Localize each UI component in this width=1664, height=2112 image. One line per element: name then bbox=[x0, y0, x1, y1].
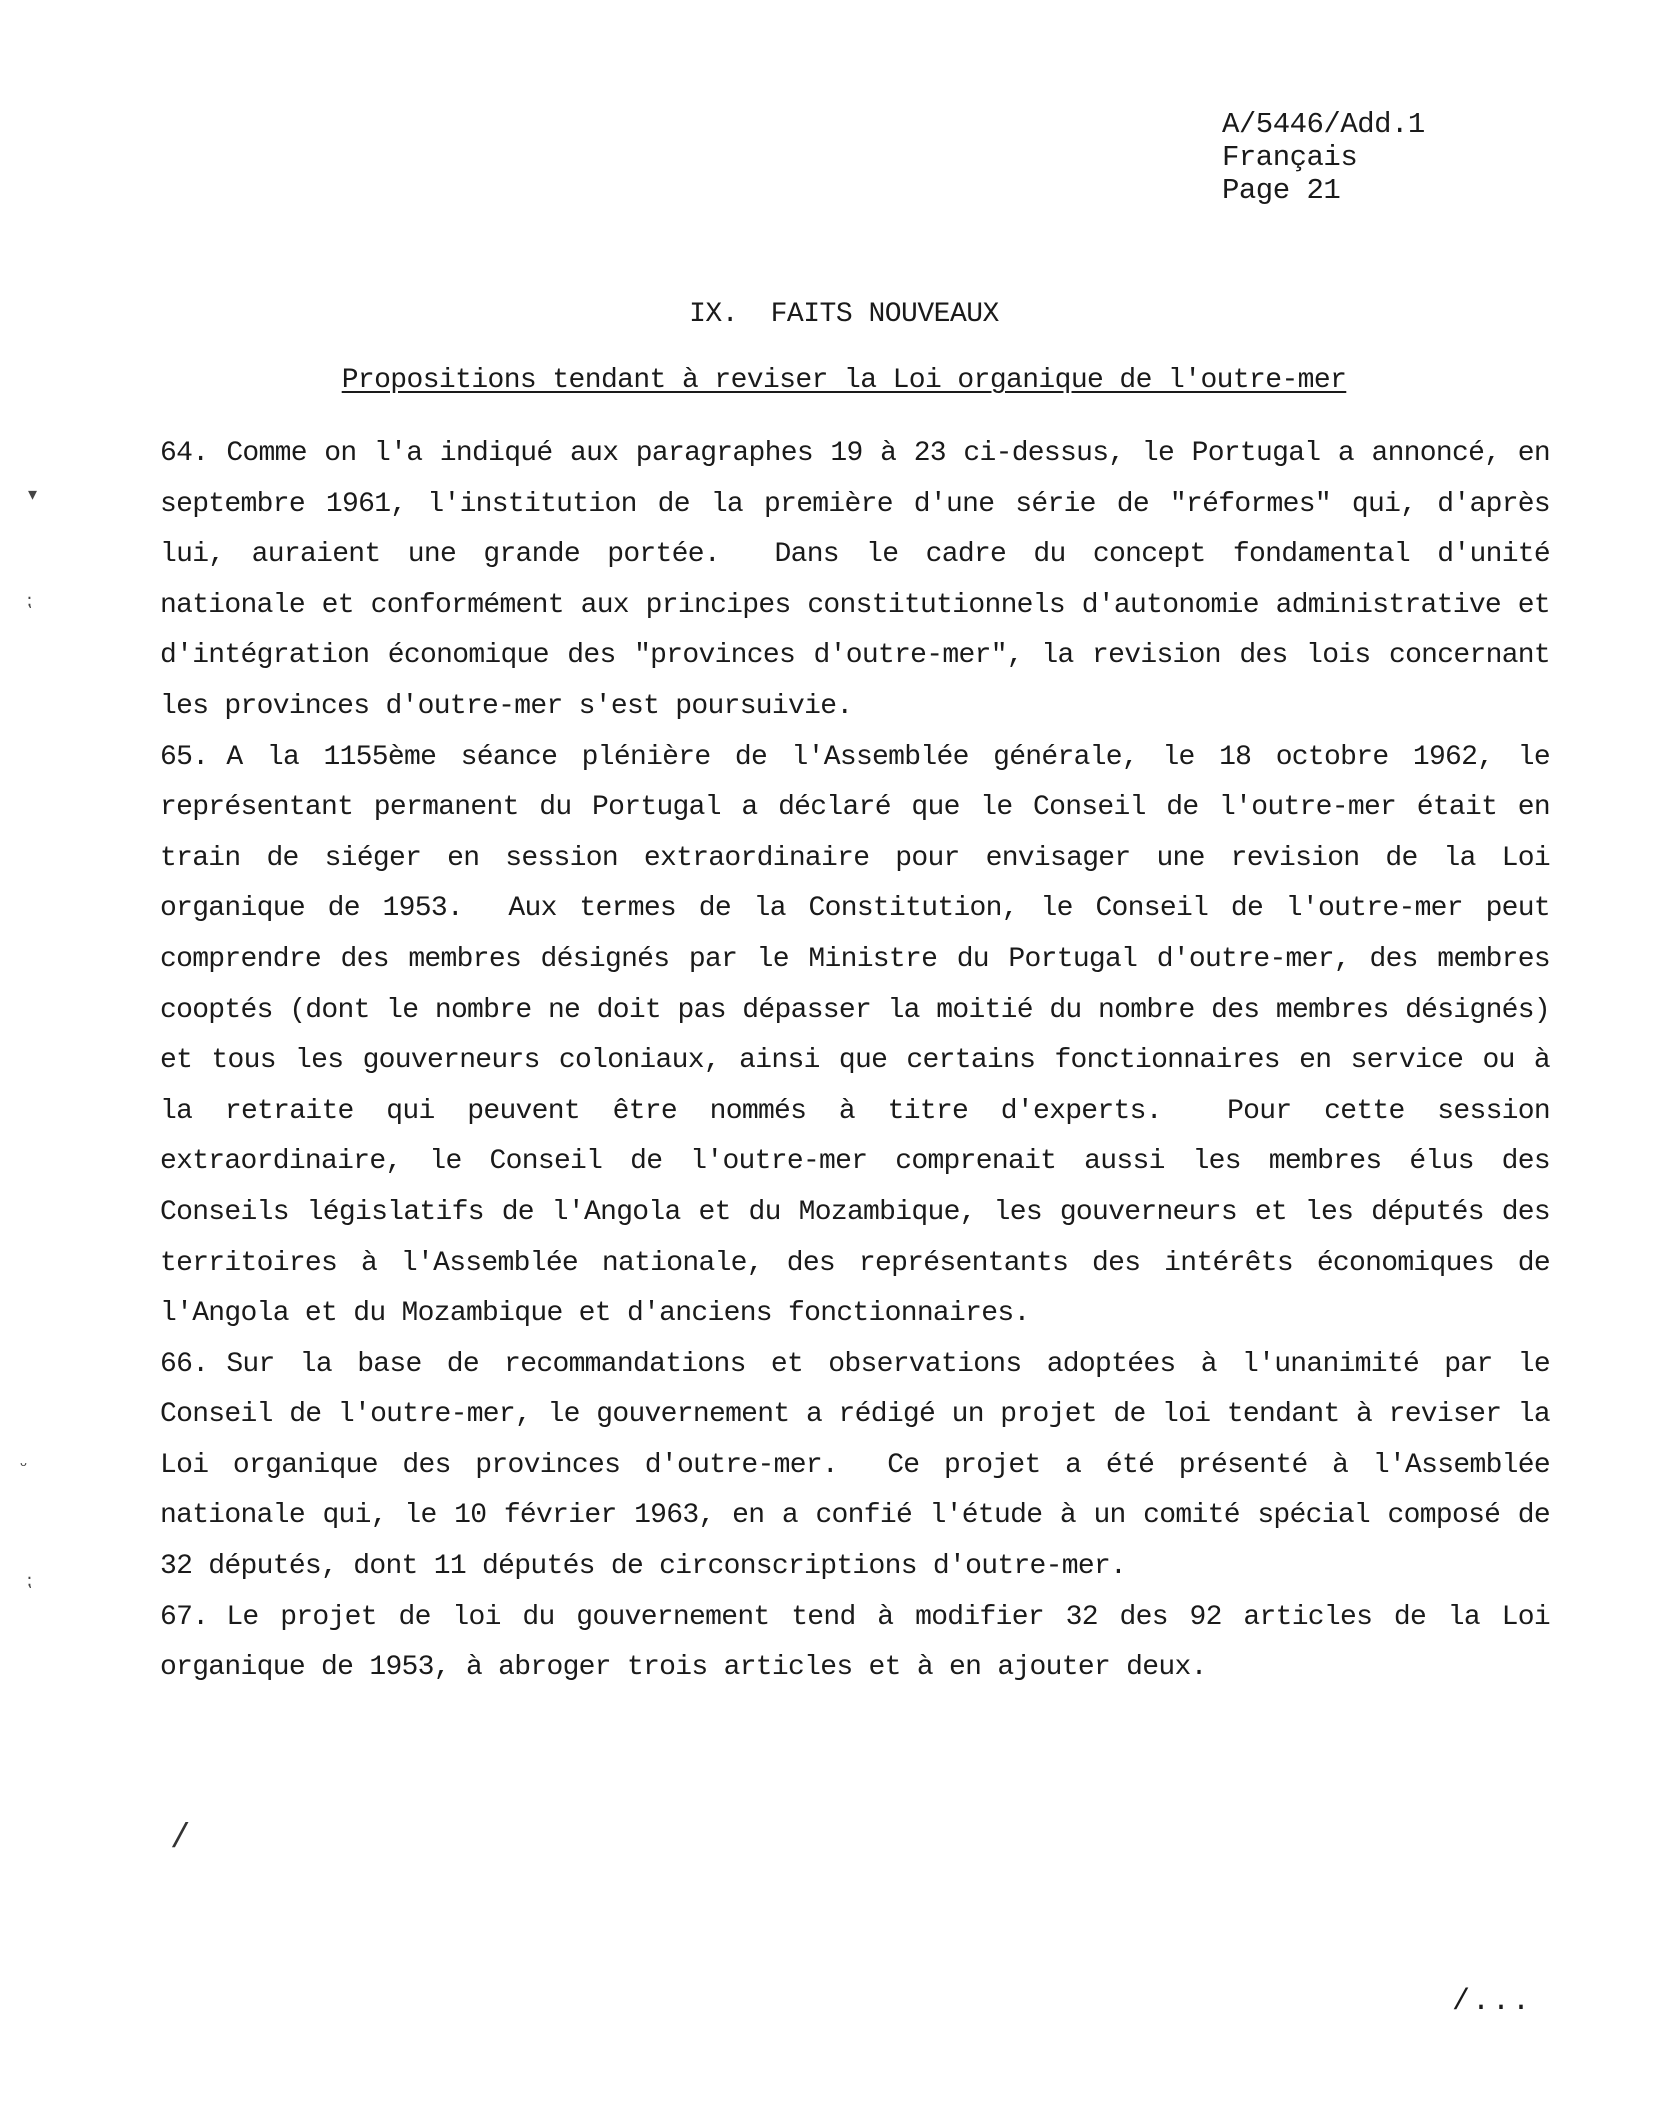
document-language: Français bbox=[1222, 141, 1358, 174]
paragraph-67 bbox=[160, 1593, 1567, 1694]
paragraph-65 bbox=[160, 733, 1567, 1340]
paragraph-number: 67. bbox=[160, 1601, 209, 1633]
paragraph-text: A la 1155ème séance plénière de l'Assemblée générale, le 18 octobre 1962, le représentant permanent du Portugal a déclaré que le Conseil de l'outre-mer était en train de siéger en session extraordinaire pour envisager une revision de la Loi organique de 1953. Aux termes de la Constitution, le Conseil de l'outre-mer peut comprendre des membres désignés par le Ministre du Portugal d'outre-mer, des membres cooptés (dont le nombre ne doit pas dépasser la moitié du nombre des membres désignés) et tous les gouverneurs coloniaux, ainsi que certains fonctionnaires en service ou à la retraite qui peuvent être nommés à titre d'experts. Pour cette session extraordinaire, le Conseil de l'outre-mer comprenait aussi les membres élus des Conseils législatifs de l'Angola et du Mozambique, les gouverneurs et les députés des territoires à l'Assemblée nationale, des représentants des intérêts économiques de l'Angola et du Mozambique et d'anciens fonctionnaires. bbox=[160, 741, 1567, 1330]
paragraph-64 bbox=[160, 429, 1567, 733]
document-body bbox=[160, 429, 1567, 1694]
paragraph-text: Comme on l'a indiqué aux paragraphes 19 à 23 ci-dessus, le Portugal a annoncé, en septembre 1961, l'institution de la première d'une série de "réformes" qui, d'après lui, auraient une grande portée. Dans le cadre du concept fondamental d'unité nationale et conformément aux principes constitutionnels d'autonomie administrative et d'intégration économique des "provinces d'outre-mer", la revision des lois concernant les provinces d'outre-mer s'est poursuivie. bbox=[160, 438, 1567, 722]
scan-artifact: ᵕ bbox=[20, 1456, 28, 1477]
stray-mark: / bbox=[170, 1820, 191, 1858]
section-subheading: Propositions tendant à reviser la Loi organique de l'outre-mer bbox=[341, 365, 1347, 396]
document-symbol: A/5446/Add.1 bbox=[1222, 108, 1425, 141]
document-reference bbox=[1222, 108, 1425, 207]
section-title: IX. FAITS NOUVEAUX bbox=[689, 299, 999, 330]
paragraph-text: Le projet de loi du gouvernement tend à modifier 32 des 92 articles de la Loi organique de 1953, à abroger trois articles et à en ajouter deux. bbox=[160, 1601, 1567, 1684]
paragraph-number: 65. bbox=[160, 741, 209, 773]
paragraph-number: 64. bbox=[160, 438, 209, 469]
scan-artifact: ⁏ bbox=[26, 1570, 33, 1591]
continuation-marker: /... bbox=[1452, 1985, 1533, 2019]
paragraph-66 bbox=[160, 1340, 1567, 1593]
scan-artifact: ⁏ bbox=[26, 590, 33, 611]
scan-artifact: ▾ bbox=[28, 484, 38, 505]
paragraph-text: Sur la base de recommandations et observations adoptées à l'unanimité par le Conseil de l'outre-mer, le gouvernement a rédigé un projet de loi tendant à reviser la Loi organique des provinces d'outre-mer. Ce projet a été présenté à l'Assemblée nationale qui, le 10 février 1963, en a confié l'étude à un comité spécial composé de 32 députés, dont 11 députés de circonscriptions d'outre-mer. bbox=[160, 1348, 1567, 1583]
page-number: Page 21 bbox=[1222, 174, 1341, 207]
paragraph-number: 66. bbox=[160, 1348, 209, 1380]
